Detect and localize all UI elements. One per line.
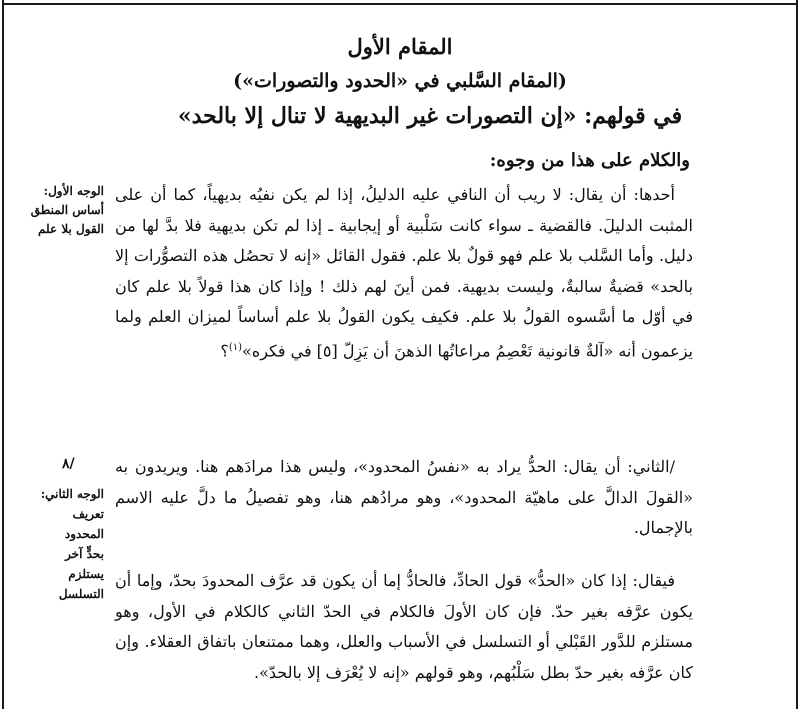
paragraph-text: فيقال: إذا كان «الحدُّ» قول الحادِّ، فالحادُّ إما أن يكون قد عرَّف المحدودَ بحدّ، وإما أن يكون عرَّفه بغير حدّ. فإن كان الأولَ فالكلام في الحدّ الثاني كالكلام في الأول، وهو مستلزم للدَّور القَبْلي أو التسلسل في الأسباب والعلل، وهما ممتنعان باتفاق العقلاء. وإن كان عرَّفه بغير حدّ بطل سَلْبُهم، وهو قولهم «إنه لا يُعْرَف إلا بالحدّ». (115, 571, 693, 682)
margin-note-line: القول بلا علم (38, 222, 104, 236)
paragraph-second-aspect (115, 452, 693, 544)
paragraph-first-aspect (115, 180, 693, 366)
page-frame-top (2, 3, 798, 5)
margin-note-first (8, 182, 104, 239)
margin-note-line: بحدٍّ آخر (65, 547, 104, 561)
margin-note-line: المحدود (64, 527, 104, 541)
section-subtitle: (المقام السَّلبي في «الحدود والتصورات») (233, 70, 567, 92)
margin-note-second (8, 484, 104, 604)
quote-heading: في قولهم: «إن التصورات غير البديهية لا تنال إلا بالحد» (177, 103, 683, 129)
section-title: المقام الأول (347, 34, 453, 59)
margin-note-line: الوجه الأول: (43, 184, 104, 198)
paragraph-text: /الثاني: أن يقال: الحدُّ يراد به «نفسُ المحدود»، وليس هذا مرادَهم هنا. ويريدون به «القولَ الدالَّ على ماهيّة المحدود»، وهو مرادُهم هنا، وهو تفصيلُ ما دلَّ عليه الاسم بالإجمال. (115, 457, 693, 537)
margin-note-line: الوجه الثاني: (40, 487, 104, 501)
margin-note-line: يستلزم (68, 567, 104, 581)
margin-note-line: التسلسل (58, 587, 104, 601)
paragraph-text: أحدها: أن يقال: لا ريب أن النافي عليه الدليلُ، إذا لم يكن نفيُه بديهياً، كما أن على المثبت الدليلَ. فالقضية ـ سواء كانت سَلْبية أو إيجابية ـ إذا لم تكن بديهية فلا بدَّ لها من دليل. وأما السَّلب بلا علم فهو قولٌ بلا علم. فقول القائل «إنه لا تحصُل هذه التصوُّرات إلا بالحد» قضيةٌ سالبةٌ، وليست بديهية. فمن أينَ لهم ذلك ! وإذا كان هذا قولاً بلا علم كان في أوّل ما أسَّسوه القولُ بلا علم. فكيف يكون القولُ بلا علم أساساً لميزان العلم ولما يزعمون أنه «آلةٌ قانونية تَعْصِمُ مراعاتُها الذهنَ أن يَزِلّ [٥] في فكره» (115, 185, 693, 360)
margin-note-line: تعريف (72, 507, 104, 521)
footnote-ref: (١) (228, 341, 243, 353)
paragraph-third (115, 566, 693, 688)
intro-line: والكلام على هذا من وجوه: (489, 150, 690, 171)
margin-note-line: أساس المنطق (30, 203, 104, 217)
paragraph-end-mark: ؟ (220, 340, 229, 360)
page-marker: ٨/ (62, 456, 75, 472)
page-frame-left (2, 0, 4, 709)
